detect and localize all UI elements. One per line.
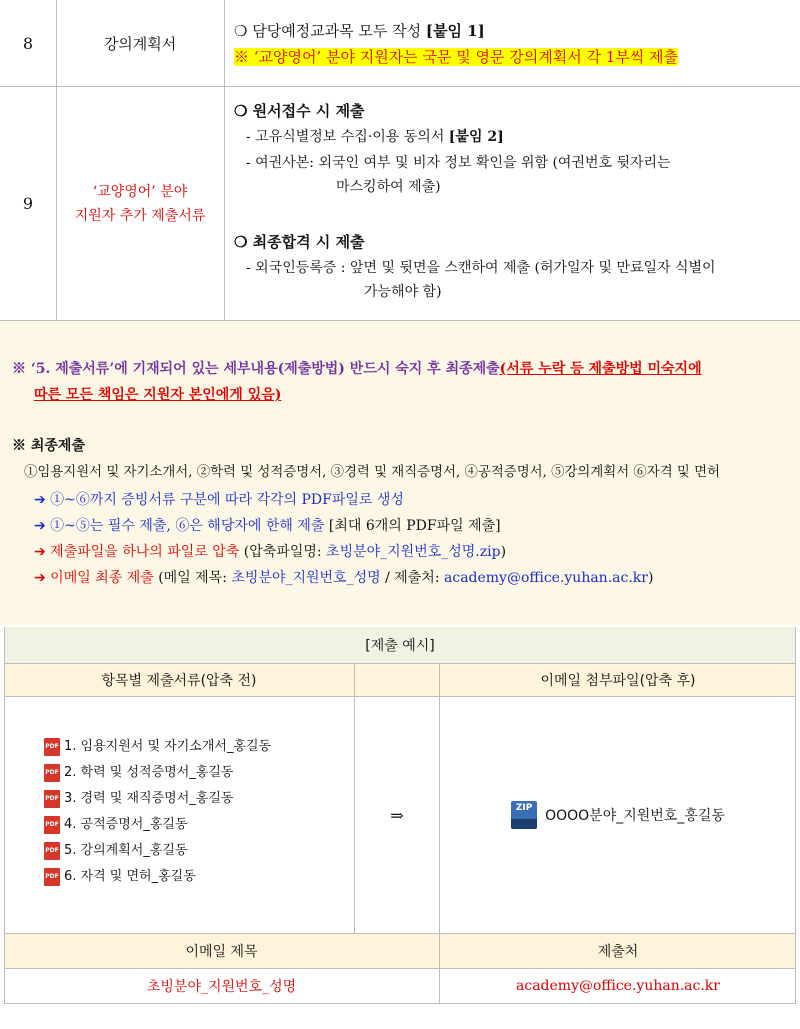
notice-line-2: 따른 모든 책임은 지원자 본인에게 있음): [34, 387, 282, 403]
consent-form-text: - 고유식별정보 수집·이용 동의서: [246, 129, 449, 145]
row-9-title-line-2: 지원자 추가 제출서류: [74, 207, 206, 224]
row-9-section-1-heading: ❍ 원서접수 시 제출: [234, 102, 365, 120]
bullet-3-end: ): [500, 544, 507, 560]
bullet-4-mid: (메일 제목:: [158, 570, 232, 586]
pdf-icon: PDF: [44, 868, 60, 886]
row-9: [0, 87, 800, 320]
notice-line-1-warning: (서류 누락 등 제출방법 미숙지에: [499, 361, 702, 377]
row-8-line-1-attach: [붙임 1]: [425, 22, 485, 40]
divider: [56, 0, 57, 320]
divider: [224, 0, 225, 320]
file-name: 3. 경력 및 재직증명서_홍길동: [64, 791, 234, 806]
divider: [439, 664, 440, 1004]
notice-box: [0, 321, 800, 625]
row-9-title-line-1: ‘교양영어’ 분야: [92, 183, 188, 200]
email-address[interactable]: academy@office.yuhan.ac.kr: [444, 570, 648, 586]
bullet-2-tail: [최대 6개의 PDF파일 제출]: [328, 518, 501, 534]
row-8-notice: ※ ‘교양영어’ 분야 지원자는 국문 및 영문 강의계획서 각 1부씩 제출: [234, 48, 679, 66]
bullet-4-end: ): [647, 570, 654, 586]
bullet-3-mid: (압축파일명:: [243, 544, 327, 560]
list-item: [44, 838, 344, 864]
email-to-header: 제출처: [440, 934, 796, 968]
bullet-2: [34, 516, 501, 536]
list-item: [44, 864, 344, 890]
row-8-line-1-text: ❍ 담당예정교과목 모두 작성: [234, 22, 426, 40]
bullet-3: [34, 542, 506, 562]
notice-line-1-text: ※ ‘5. 제출서류’에 기재되어 있는 세부내용(제출방법) 반드시 숙지 후 최종제출: [12, 361, 500, 377]
list-item: [44, 734, 344, 760]
row-8-number: 8: [22, 33, 34, 53]
file-name: 1. 임용지원서 및 자기소개서_홍길동: [64, 739, 272, 754]
final-submission-list: ①임용지원서 및 자기소개서, ②학력 및 성적증명서, ③경력 및 재직증명서, ④공적증명서, ⑤강의계획서 ⑥자격 및 면허: [24, 465, 720, 480]
row-8: [0, 0, 800, 86]
col-right-header: 이메일 첨부파일(압축 후): [440, 664, 796, 696]
pdf-icon: PDF: [44, 816, 60, 834]
arrow-icon: ⇒: [390, 805, 404, 825]
bullet-1: ➔ ①~⑥까지 증빙서류 구분에 따라 각각의 PDF파일로 생성: [34, 492, 404, 508]
col-left-header: 항목별 제출서류(압축 전): [4, 664, 354, 696]
zip-file-name: 초빙분야_지원번호_성명.zip: [326, 544, 501, 560]
email-title-header: 이메일 제목: [4, 934, 439, 968]
row-8-line-2: [234, 47, 678, 67]
row-9-section-2-heading: ❍ 최종합격 시 제출: [234, 233, 365, 251]
divider: [4, 1003, 796, 1004]
file-name: 4. 공적증명서_홍길동: [64, 817, 188, 832]
example-title: [제출 예시]: [4, 627, 796, 663]
bullet-3-text: ➔ 제출파일을 하나의 파일로 압축: [34, 544, 244, 560]
zip-file-name-example: OOOO분야_지원번호_홍길동: [545, 808, 725, 824]
email-to-value[interactable]: academy@office.yuhan.ac.kr: [516, 978, 720, 994]
zip-file: [440, 697, 796, 933]
row-9-title: [56, 87, 224, 320]
col-mid-header: [355, 664, 439, 696]
email-title-value: 초빙분야_지원번호_성명: [146, 979, 297, 995]
bullet-4-sep: / 제출처:: [380, 570, 444, 586]
bullet-4-text: ➔ 이메일 최종 제출: [34, 570, 159, 586]
row-8-title: 강의계획서: [103, 34, 177, 53]
list-item: [44, 786, 344, 812]
pdf-icon: PDF: [44, 738, 60, 756]
pdf-icon: PDF: [44, 764, 60, 782]
row-9-section-1-item-2a: - 여권사본: 외국인 여부 및 비자 정보 확인을 위함 (여권번호 뒷자리는: [246, 155, 671, 171]
list-item: [44, 760, 344, 786]
notice-line-1: [12, 359, 702, 379]
row-9-section-1-item-1: [246, 127, 504, 147]
row-9-section-2-item-1a: - 외국인등록증 : 앞면 및 뒷면을 스캔하여 제출 (허가일자 및 만료일자 식별이: [246, 260, 716, 276]
file-name: 5. 강의계획서_홍길동: [64, 843, 188, 858]
row-8-line-1: [234, 21, 485, 41]
list-item: [44, 812, 344, 838]
row-9-section-2-item-1b: 가능해야 함): [364, 284, 442, 300]
divider: [4, 627, 5, 1004]
zip-icon: ZIP: [511, 801, 537, 829]
bullet-2-text: ➔ ①~⑤는 필수 제출, ⑥은 해당자에 한해 제출: [34, 518, 329, 534]
consent-form-attach: [붙임 2]: [448, 129, 504, 145]
file-list: [44, 734, 344, 890]
pdf-icon: PDF: [44, 790, 60, 808]
divider: [354, 664, 355, 933]
file-name: 2. 학력 및 성적증명서_홍길동: [64, 765, 234, 780]
final-submission-heading: ※ 최종제출: [12, 438, 85, 454]
email-subject: 초빙분야_지원번호_성명: [231, 570, 381, 586]
divider: [795, 627, 796, 1004]
row-9-section-1-item-2b: 마스킹하여 제출): [336, 179, 441, 195]
row-9-number: 9: [22, 194, 34, 213]
pdf-icon: PDF: [44, 842, 60, 860]
file-name: 6. 자격 및 면허_홍길동: [64, 869, 196, 884]
bullet-4: [34, 568, 653, 588]
